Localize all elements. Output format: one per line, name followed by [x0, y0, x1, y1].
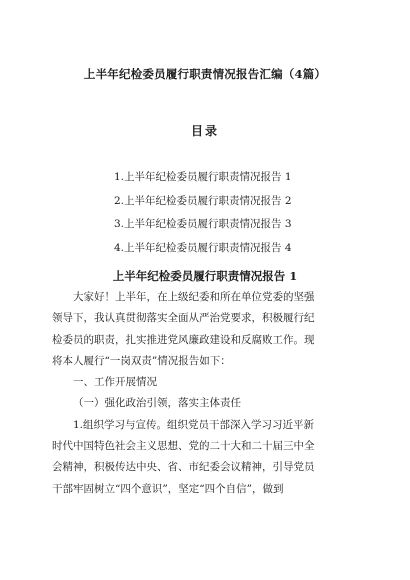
- paragraph-line: 干部牢固树立“四个意识”，坚定“四个自信”，做到: [52, 482, 284, 495]
- toc-item: 4.上半年纪检委员履行职责情况报告 4: [114, 241, 292, 254]
- heading-level-2: （一）强化政治引领，落实主体责任: [73, 397, 241, 410]
- body-text: [52, 289, 362, 502]
- paragraph-line: 会精神，积极传达中央、省、市纪委会议精神，引导党员: [52, 461, 315, 474]
- toc-heading: 目录: [190, 124, 219, 138]
- section-title: 上半年纪检委员履行职责情况报告 1: [112, 269, 298, 283]
- paragraph-line: 检委员的职责，扎实推进党风廉政建设和反腐败工作。现: [52, 333, 315, 346]
- paragraph-line: 1.组织学习与宣传。组织党员干部深入学习习近平新: [73, 418, 315, 431]
- toc-item: 2.上半年纪检委员履行职责情况报告 2: [114, 194, 292, 207]
- heading-level-1: 一、工作开展情况: [73, 376, 157, 389]
- paragraph-line: 时代中国特色社会主义思想、党的二十大和二十届三中全: [52, 440, 315, 453]
- document-title: 上半年纪检委员履行职责情况报告汇编（4篇）: [83, 67, 327, 81]
- paragraph-line: 领导下，我认真贯彻落实全面从严治党要求，积极履行纪: [52, 312, 315, 325]
- toc-item: 3.上半年纪检委员履行职责情况报告 3: [114, 218, 292, 230]
- paragraph-line: 将本人履行“一岗双责”情况报告如下：: [52, 354, 231, 367]
- table-of-contents: [114, 169, 292, 263]
- toc-item: 1.上半年纪检委员履行职责情况报告 1: [114, 171, 292, 183]
- paragraph-line: 大家好！上半年，在上级纪委和所在单位党委的坚强: [73, 291, 315, 303]
